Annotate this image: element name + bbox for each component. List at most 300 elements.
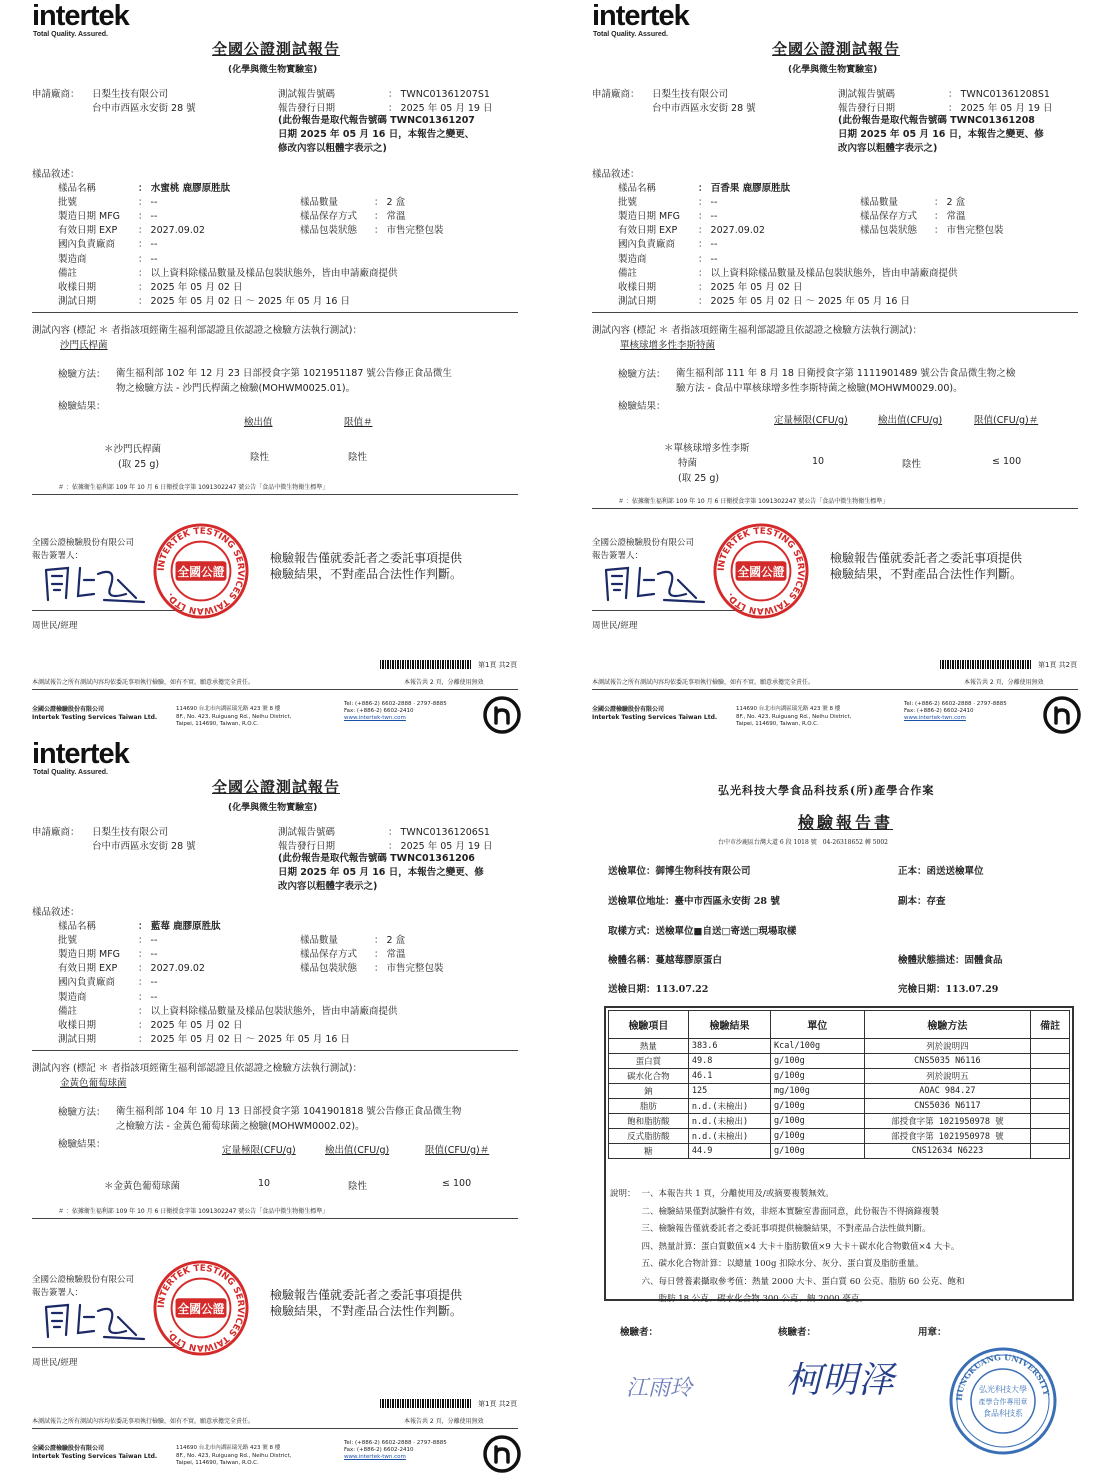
disclaimer (830, 550, 1022, 582)
field-value-maker: ： -- (138, 991, 158, 1003)
lab-cell: 碳水化合物 (609, 1069, 689, 1084)
lab-cell (1031, 1069, 1070, 1084)
field-label-resp: 國內負責廠商 (58, 239, 116, 251)
lab-note-0: 一、本報告共 1 頁，分離使用及/或摘要複製無效。 (641, 1189, 834, 1199)
footer-company (592, 706, 717, 722)
lab-cell: 49.8 (688, 1054, 770, 1069)
method-line-2: 物之檢驗方法 - 沙門氏桿菌之檢驗(MOHWM0025.01)。 (116, 383, 356, 394)
footer-addr-3: Taipei, 114690, Taiwan, R.O.C. (176, 721, 259, 727)
divider-2 (32, 494, 518, 495)
field-value-pack-text: 市售完整包裝 (386, 963, 444, 975)
intertek-circle-logo (482, 695, 522, 735)
lab-title: 檢驗報告書 (798, 813, 894, 832)
applicant-address: 台中市西區永安街 28 號 (92, 103, 196, 114)
stamp-center-text: 全國公證 (177, 1301, 225, 1316)
test-item-name: 沙門氏桿菌 (60, 340, 108, 351)
sender-row: 送檢單位：御博生物科技有限公司 (608, 866, 751, 877)
result-value-0: 陰性 (250, 452, 270, 463)
result-row-label-1: ＊金黃色葡萄球菌 (104, 1181, 181, 1192)
report-title: 全國公證測試報告 (772, 40, 901, 58)
field-value-exp-text: 2027.09.02 (150, 963, 205, 975)
field-value-name-text: 百香果 鹿膠原胜肽 (710, 183, 791, 194)
footnote: ＃ ：依據衛生福利部 109 年 10 月 6 日衛授食字第 1091302247 號公告「食品中微生物衛生標準」 (58, 1208, 329, 1215)
result-header-1: 檢出值(CFU/g) (325, 1145, 390, 1156)
lab-address: 台中市沙鹿區台灣大道 6 段 1018 號 04-26318652 轉 5002 (718, 839, 889, 846)
intertek-tagline: Total Quality. Assured. (33, 31, 108, 38)
footnote: ＃ ：依據衛生福利部 109 年 10 月 6 日衛授食字第 1091302247 號公告「食品中微生物衛生標準」 (58, 484, 329, 491)
field-value-storage-text: 常溫 (386, 211, 406, 223)
lab-note-4: 五、碳水化合物計算：以總量 100g 扣除水分、灰分、蛋白質及脂肪重量。 (641, 1259, 924, 1269)
lab-cell (1031, 1084, 1070, 1099)
field-value-test_date: ： 2025 年 05 月 02 日 ～ 2025 年 05 月 16 日 (138, 295, 350, 307)
footer-company-en: Intertek Testing Services Taiwan Ltd. (32, 714, 158, 721)
field-value-maker-text: -- (150, 253, 158, 265)
report-title: 全國公證測試報告 (212, 778, 341, 796)
applicant-label: 申請廠商： (592, 89, 640, 100)
field-value-storage: ： 常溫 (374, 211, 406, 223)
barcode (380, 1399, 472, 1408)
issue-date-row: 報告發行日期 ： 2025 年 05 月 19 日 (838, 103, 1053, 114)
disclaimer-line-2: 檢驗結果，不對產品合法性作判斷。 (270, 1304, 463, 1318)
issue-date-value: 2025 年 05 月 19 日 (400, 841, 493, 852)
field-value-pack: ： 市售完整包裝 (934, 225, 1004, 237)
lab-cell (1031, 1144, 1070, 1159)
field-label-pack: 樣品包裝狀態 (860, 225, 918, 237)
issue-date-value: 2025 年 05 月 19 日 (400, 103, 493, 114)
sample-name-row: 檢體名稱：蔓越莓膠原蛋白 (608, 955, 723, 966)
signer-label: 報告簽署人： (32, 551, 84, 561)
footer-contact (904, 701, 1007, 722)
method-line-1: 衛生福利部 104 年 10 月 13 日部授食字第 1041901818 號公告修正食品微生物 (116, 1106, 462, 1117)
footer-tel: Tel: (+886-2) 6602-2888 · 2797-8885 (344, 1440, 447, 1446)
lab-note-6: 脂肪 18 公克、碳水化合物 300 公克、鈉 2000 毫克。 (641, 1294, 868, 1304)
field-value-storage: ： 常溫 (374, 949, 406, 961)
result-value-2: ≤ 100 (442, 1178, 472, 1189)
signer-label: 報告簽署人： (32, 1288, 84, 1298)
result-header-0: 定量極限(CFU/g) (774, 415, 848, 426)
footer-web: www.intertek-twn.com (344, 715, 406, 721)
field-label-name: 樣品名稱 (58, 183, 97, 194)
lab-cell (1031, 1039, 1070, 1054)
result-header-1: 限值＃ (344, 417, 373, 428)
field-label-name: 樣品名稱 (618, 183, 657, 194)
checker-signature-text: 柯明泽 (786, 1360, 895, 1401)
result-header-1: 檢出值(CFU/g) (878, 415, 943, 426)
field-label-storage: 樣品保存方式 (860, 211, 918, 223)
footer-fax: Fax: (+886-2) 6602-2410 (904, 708, 974, 714)
field-value-test_date: ： 2025 年 05 月 02 日 ～ 2025 年 05 月 16 日 (138, 1033, 350, 1045)
field-value-lot-text: -- (150, 197, 158, 209)
lab-cell: 44.9 (688, 1144, 770, 1159)
lab-cell: 部授食字第 1021950978 號 (864, 1114, 1031, 1129)
result-header-2: 限值(CFU/g)＃ (974, 415, 1039, 426)
field-value-qty: ： 2 盒 (374, 935, 406, 946)
field-value-resp-text: -- (710, 239, 718, 251)
divider-3 (592, 689, 1078, 690)
replace-line-2: 日期 2025 年 05 月 16 日，本報告之變更、修 (838, 129, 1044, 140)
manager-signature (600, 560, 710, 606)
field-label-mfg: 製造日期 MFG (618, 211, 681, 223)
field-value-qty-text: 2 盒 (946, 197, 966, 208)
field-value-qty-text: 2 盒 (386, 197, 406, 208)
field-label-pack: 樣品包裝狀態 (300, 225, 358, 237)
field-value-received: ： 2025 年 05 月 02 日 (698, 281, 803, 293)
method-line-1: 衛生福利部 102 年 12 月 23 日部授食字第 1021951187 號公告修正食品微生 (116, 368, 452, 379)
field-label-test_date: 測試日期 (618, 295, 657, 307)
signer-company: 全國公證檢驗股份有限公司 (592, 538, 695, 548)
field-value-resp: ： -- (698, 239, 718, 251)
report-subtitle: (化學與微生物實驗室) (228, 803, 318, 813)
checker-signature (780, 1348, 900, 1408)
lab-note-1: 二、檢驗結果僅對試驗件有效，非經本實驗室書面同意，此份報告不得摘錄複製 (641, 1206, 940, 1217)
disclaimer-line-1: 檢驗報告僅就委託者之委託事項提供 (270, 1288, 463, 1302)
lab-cell: 列於說明四 (864, 1039, 1031, 1054)
field-label-name: 樣品名稱 (58, 921, 97, 932)
field-value-exp-text: 2027.09.02 (710, 225, 765, 237)
page-number: 第1頁 共2頁 (478, 1400, 518, 1408)
lab-cell: n.d.(未檢出) (688, 1114, 770, 1129)
footnote: ＃ ：依據衛生福利部 109 年 10 月 6 日衛授食字第 1091302247 號公告「食品中微生物衛生標準」 (618, 498, 889, 505)
field-value-lot-text: -- (710, 197, 718, 209)
field-value-received-text: 2025 年 05 月 02 日 (710, 281, 803, 293)
replace-line-3: 改內容以粗體字表示之) (838, 143, 938, 154)
field-value-received: ： 2025 年 05 月 02 日 (138, 281, 243, 293)
lab-cell: 飽和脂肪酸 (609, 1114, 689, 1129)
lab-cell: CNS5035 N6116 (864, 1054, 1031, 1069)
field-value-pack: ： 市售完整包裝 (374, 963, 444, 975)
field-value-resp: ： -- (138, 977, 158, 989)
method-text (116, 1104, 461, 1134)
field-value-remark-text: 以上資料除樣品數量及樣品包裝狀態外，皆由申請廠商提供 (150, 267, 398, 279)
report-panel-3 (0, 738, 548, 1477)
result-row-label-1: ＊單核球增多性李斯 (664, 443, 750, 454)
field-value-received-text: 2025 年 05 月 02 日 (150, 1019, 243, 1031)
field-label-resp: 國內負責廠商 (618, 239, 676, 251)
field-value-remark: ： 以上資料除樣品數量及樣品包裝狀態外，皆由申請廠商提供 (698, 267, 958, 279)
method-text (116, 366, 452, 396)
test-content-label: 測試內容 (標記 ＊ 者指該項經衛生福利部認證且依認證之檢驗方法執行測試)： (32, 325, 362, 336)
result-header-0: 檢出值 (244, 417, 273, 428)
disclaimer-line-1: 檢驗報告僅就委託者之委託事項提供 (270, 551, 463, 565)
signer-name: 周世民/經理 (592, 621, 638, 631)
lab-cell: g/100g (771, 1129, 865, 1144)
lab-cell: g/100g (771, 1069, 865, 1084)
field-value-lot: ： -- (138, 197, 158, 209)
report-subtitle: (化學與微生物實驗室) (788, 65, 878, 75)
field-value-received-text: 2025 年 05 月 02 日 (150, 281, 243, 293)
lab-cell: CNS5036 N6117 (864, 1099, 1031, 1114)
footer-company (32, 706, 157, 722)
divider-1 (32, 1050, 518, 1051)
result-row-label-2: (取 25 g) (118, 459, 160, 470)
report-no-label: 測試報告號碼 (278, 89, 336, 100)
bottom-note: 本測試報告之所有測試內容均依委託事項執行檢驗，如有不實，願意承擔完全責任。 (32, 679, 255, 686)
lab-cell: g/100g (771, 1114, 865, 1129)
field-value-pack: ： 市售完整包裝 (374, 225, 444, 237)
lab-cell: n.d.(未檢出) (688, 1099, 770, 1114)
report-no-value: TWNC01361208S1 (960, 89, 1050, 100)
signer-label: 報告簽署人： (592, 551, 644, 561)
footer-addr-1: 114690 台北市內湖區瑞光路 423 號 8 樓 (176, 1445, 281, 1451)
field-value-maker-text: -- (150, 991, 158, 1003)
applicant-address: 台中市西區永安街 28 號 (652, 103, 756, 114)
report-subtitle: (化學與微生物實驗室) (228, 65, 318, 75)
replace-line-2: 日期 2025 年 05 月 16 日，本報告之變更、 (278, 129, 475, 140)
footer-web: www.intertek-twn.com (904, 715, 966, 721)
footer-address (736, 706, 851, 729)
lab-cell (1031, 1129, 1070, 1144)
lab-cell: 列於說明五 (864, 1069, 1031, 1084)
divider-2 (592, 508, 1078, 509)
field-value-remark-text: 以上資料除樣品數量及樣品包裝狀態外，皆由申請廠商提供 (150, 1005, 398, 1017)
inspector-signature (622, 1368, 732, 1404)
issue-date-row: 報告發行日期 ： 2025 年 05 月 19 日 (278, 103, 493, 114)
sampling-method: 取樣方式：送檢單位■自送□寄送□現場取樣 (608, 926, 797, 937)
seal-center-3: 食品科技系 (983, 1409, 1023, 1418)
divider-2 (32, 1218, 518, 1219)
replace-line-1: (此份報告是取代報告號碼 TWNC01361207 (278, 115, 475, 126)
lab-col-header-0: 檢驗項目 (609, 1011, 689, 1039)
signer-name: 周世民/經理 (32, 621, 78, 631)
sender-address-row: 送檢單位地址：臺中市西區永安街 28 號 (608, 896, 780, 907)
stamp-ring-text: INTERTEK TESTING SERVICES TAIWAN LTD. (156, 1263, 246, 1353)
method-line-2: 之檢驗方法 - 金黃色葡萄球菌之檢驗(MOHWM0002.02)。 (116, 1121, 365, 1132)
field-value-mfg: ： -- (698, 211, 718, 223)
report-no-row: 測試報告號碼 ： TWNC01361207S1 (278, 89, 490, 100)
replace-line-3: 修改內容以粗體字表示之) (278, 143, 387, 154)
send-date: 送檢日期：113.07.22 (608, 984, 709, 995)
test-item-name: 金黃色葡萄球菌 (60, 1078, 127, 1089)
manager-signature (40, 1297, 150, 1343)
lab-cell: g/100g (771, 1099, 865, 1114)
inspector-label: 檢驗者： (620, 1327, 659, 1338)
replace-line-2: 日期 2025 年 05 月 16 日，本報告之變更、修 (278, 867, 484, 878)
signer-name: 周世民/經理 (32, 1358, 78, 1368)
field-value-maker-text: -- (710, 253, 718, 265)
field-value-test_date: ： 2025 年 05 月 02 日 ～ 2025 年 05 月 16 日 (698, 295, 910, 307)
field-label-maker: 製造商 (58, 253, 87, 265)
method-label: 檢驗方法： (58, 369, 106, 380)
notes-label: 說明： (610, 1189, 636, 1199)
field-label-received: 收樣日期 (58, 1019, 97, 1031)
method-label: 檢驗方法： (618, 369, 666, 380)
sample-desc-label: 樣品敘述： (592, 169, 640, 180)
report-no-value: TWNC01361207S1 (400, 89, 490, 100)
result-row-label-1: ＊沙門氏桿菌 (104, 444, 162, 455)
divider-1 (592, 312, 1078, 313)
footer-tel: Tel: (+886-2) 6602-2888 · 2797-8885 (344, 701, 447, 707)
field-value-mfg: ： -- (138, 211, 158, 223)
issue-date-row: 報告發行日期 ： 2025 年 05 月 19 日 (278, 841, 493, 852)
field-value-received: ： 2025 年 05 月 02 日 (138, 1019, 243, 1031)
result-value-0: 10 (812, 456, 825, 467)
field-value-resp-text: -- (150, 239, 158, 251)
field-label-storage: 樣品保存方式 (300, 949, 358, 961)
result-value-2: ≤ 100 (992, 456, 1022, 467)
lab-note-2: 三、檢驗報告僅就委託者之委託事項提供檢驗結果，不對產品合法性做判斷。 (641, 1224, 931, 1234)
bottom-note: 本測試報告之所有測試內容均依委託事項執行檢驗，如有不實，願意承擔完全責任。 (592, 679, 815, 686)
sample-desc-label: 樣品敘述： (32, 169, 80, 180)
lab-col-header-1: 檢驗結果 (688, 1011, 770, 1039)
field-label-qty: 樣品數量 (300, 197, 339, 208)
field-label-resp: 國內負責廠商 (58, 977, 116, 989)
seal-center-1: 弘光科技大學 (979, 1385, 1027, 1394)
intertek-tagline: Total Quality. Assured. (593, 31, 668, 38)
field-value-storage: ： 常溫 (934, 211, 966, 223)
field-value-qty: ： 2 盒 (374, 197, 406, 208)
lab-report-panel (560, 738, 1108, 1477)
lab-cell: 383.6 (688, 1039, 770, 1054)
disclaimer (270, 550, 462, 582)
method-label: 檢驗方法： (58, 1107, 106, 1118)
replace-line-1: (此份報告是取代報告號碼 TWNC01361208 (838, 115, 1035, 126)
lab-cell: g/100g (771, 1144, 865, 1159)
lab-cell (1031, 1099, 1070, 1114)
field-label-test_date: 測試日期 (58, 295, 97, 307)
applicant-label: 申請廠商： (32, 89, 80, 100)
lab-cell: 部授食字第 1021950978 號 (864, 1129, 1031, 1144)
field-value-exp: ： 2027.09.02 (138, 963, 205, 975)
lab-cell: 熱量 (609, 1039, 689, 1054)
field-value-exp: ： 2027.09.02 (138, 225, 205, 237)
lab-cell: 鈉 (609, 1084, 689, 1099)
field-value-name: ： 藍莓 鹿膠原胜肽 (138, 921, 221, 932)
footer-tel: Tel: (+886-2) 6602-2888 · 2797-8885 (904, 701, 1007, 707)
lab-cell: 46.1 (688, 1069, 770, 1084)
page-number: 第1頁 共2頁 (1038, 661, 1078, 669)
issue-date-label: 報告發行日期 (278, 841, 336, 852)
method-line-2: 驗方法 - 食品中單核球增多性李斯特菌之檢驗(MOHWM0029.00)。 (676, 383, 963, 394)
lab-table-row (609, 1129, 1070, 1144)
result-label: 檢驗結果： (58, 401, 106, 412)
test-content-label: 測試內容 (標記 ＊ 者指該項經衛生福利部認證且依認證之檢驗方法執行測試)： (32, 1063, 362, 1074)
lab-note-3: 四、熱量計算：蛋白質數值×4 大卡＋脂肪數值×9 大卡＋碳水化合物數值×4 大卡。 (641, 1241, 960, 1252)
inspector-signature-text: 江雨玲 (626, 1376, 693, 1401)
report-title: 全國公證測試報告 (212, 40, 341, 58)
field-label-maker: 製造商 (618, 253, 647, 265)
lab-cell: AOAC 984.27 (864, 1084, 1031, 1099)
footer-company-en: Intertek Testing Services Taiwan Ltd. (592, 714, 718, 721)
field-value-name-text: 水蜜桃 鹿膠原胜肽 (150, 183, 231, 194)
field-label-lot: 批號 (58, 935, 78, 947)
field-value-test_date-text: 2025 年 05 月 02 日 ～ 2025 年 05 月 16 日 (150, 295, 350, 307)
disclaimer-line-1: 檢驗報告僅就委託者之委託事項提供 (830, 551, 1023, 565)
field-label-mfg: 製造日期 MFG (58, 949, 121, 961)
applicant-name: 日梨生技有限公司 (652, 89, 729, 100)
field-value-test_date-text: 2025 年 05 月 02 日 ～ 2025 年 05 月 16 日 (710, 295, 910, 307)
intertek-circle-logo (482, 1434, 522, 1474)
field-label-storage: 樣品保存方式 (300, 211, 358, 223)
field-label-remark: 備註 (618, 267, 638, 279)
stamp-center-text: 全國公證 (177, 564, 225, 579)
duplicate-copy: 副本：存查 (898, 896, 946, 907)
field-value-pack-text: 市售完整包裝 (386, 225, 444, 237)
report-no-label: 測試報告號碼 (278, 827, 336, 838)
stamp-ring-text: INTERTEK TESTING SERVICES TAIWAN LTD. (156, 526, 246, 616)
lab-notes (610, 1186, 965, 1309)
footer-fax: Fax: (+886-2) 6602-2410 (344, 708, 414, 714)
signer-company: 全國公證檢驗股份有限公司 (32, 538, 135, 548)
field-value-storage-text: 常溫 (946, 211, 966, 223)
field-label-received: 收樣日期 (618, 281, 657, 293)
issue-date-label: 報告發行日期 (278, 103, 336, 114)
applicant-label: 申請廠商： (32, 827, 80, 838)
checker-label: 核驗者： (778, 1327, 817, 1338)
bottom-note: 本測試報告之所有測試內容均依委託事項執行檢驗，如有不實，願意承擔完全責任。 (32, 1418, 255, 1425)
intertek-circle-logo (1042, 695, 1082, 735)
footer-addr-2: 8F., No. 423, Ruiguang Rd., Neihu District, (176, 1452, 292, 1459)
footer-address (176, 1445, 291, 1468)
result-header-0: 定量極限(CFU/g) (222, 1145, 296, 1156)
method-text (676, 366, 1015, 396)
lab-cell: mg/100g (771, 1084, 865, 1099)
field-value-mfg-text: -- (150, 949, 158, 961)
field-value-name-text: 藍莓 鹿膠原胜肽 (150, 921, 221, 932)
replace-line-1: (此份報告是取代報告號碼 TWNC01361206 (278, 853, 475, 864)
field-label-qty: 樣品數量 (860, 197, 899, 208)
result-label: 檢驗結果： (58, 1139, 106, 1150)
lab-cell: Kcal/100g (771, 1039, 865, 1054)
footer-fax: Fax: (+886-2) 6602-2410 (344, 1447, 414, 1453)
disclaimer-line-2: 檢驗結果，不對產品合法性作判斷。 (830, 567, 1023, 581)
university-seal (948, 1346, 1058, 1456)
footer-company-cn: 全國公證檢驗股份有限公司 (32, 706, 105, 713)
method-line-1: 衛生福利部 111 年 8 月 18 日衛授食字第 1111901489 號公告食品微生物之檢 (676, 368, 1016, 379)
footer-company (32, 1445, 157, 1461)
issue-date-label: 報告發行日期 (838, 103, 896, 114)
field-value-remark-text: 以上資料除樣品數量及樣品包裝狀態外，皆由申請廠商提供 (710, 267, 958, 279)
footer-addr-2: 8F., No. 423, Ruiguang Rd., Neihu District, (736, 713, 852, 720)
lab-cell: 脂肪 (609, 1099, 689, 1114)
field-value-pack-text: 市售完整包裝 (946, 225, 1004, 237)
field-value-qty: ： 2 盒 (934, 197, 966, 208)
intertek-logo: intertek (32, 0, 129, 32)
field-value-resp-text: -- (150, 977, 158, 989)
done-date: 完檢日期：113.07.29 (898, 984, 999, 995)
intertek-logo: intertek (32, 738, 129, 770)
field-value-mfg-text: -- (710, 211, 718, 223)
lab-cell: 反式脂肪酸 (609, 1129, 689, 1144)
report-no-row: 測試報告號碼 ： TWNC01361208S1 (838, 89, 1050, 100)
lab-col-header-3: 檢驗方法 (864, 1011, 1031, 1039)
replace-line-3: 改內容以粗體字表示之) (278, 881, 378, 892)
company-stamp (152, 1259, 250, 1357)
lab-table-row (609, 1069, 1070, 1084)
field-value-exp-text: 2027.09.02 (150, 225, 205, 237)
field-value-qty-text: 2 盒 (386, 935, 406, 946)
sample-state: 檢體狀態描述：固體食品 (898, 955, 1003, 966)
field-value-exp: ： 2027.09.02 (698, 225, 765, 237)
lab-cell: g/100g (771, 1054, 865, 1069)
applicant-name: 日梨生技有限公司 (92, 89, 169, 100)
lab-table-row (609, 1084, 1070, 1099)
field-label-remark: 備註 (58, 267, 78, 279)
divider-3 (32, 689, 518, 690)
field-label-exp: 有效日期 EXP (58, 225, 118, 237)
company-stamp (712, 522, 810, 620)
field-label-lot: 批號 (618, 197, 638, 209)
result-value-1: 陰性 (348, 1181, 368, 1192)
lab-note-5: 六、每日營養素攝取參考值：熱量 2000 大卡、蛋白質 60 公克、脂肪 60 公克、飽和 (641, 1276, 965, 1287)
field-label-received: 收樣日期 (58, 281, 97, 293)
report-no-label: 測試報告號碼 (838, 89, 896, 100)
lab-cell: CNS12634 N6223 (864, 1144, 1031, 1159)
stamp-center-text: 全國公證 (737, 564, 785, 579)
footer-contact (344, 1440, 447, 1461)
lab-table-row (609, 1114, 1070, 1129)
intertek-tagline: Total Quality. Assured. (33, 769, 108, 776)
divider-3 (32, 1428, 518, 1429)
